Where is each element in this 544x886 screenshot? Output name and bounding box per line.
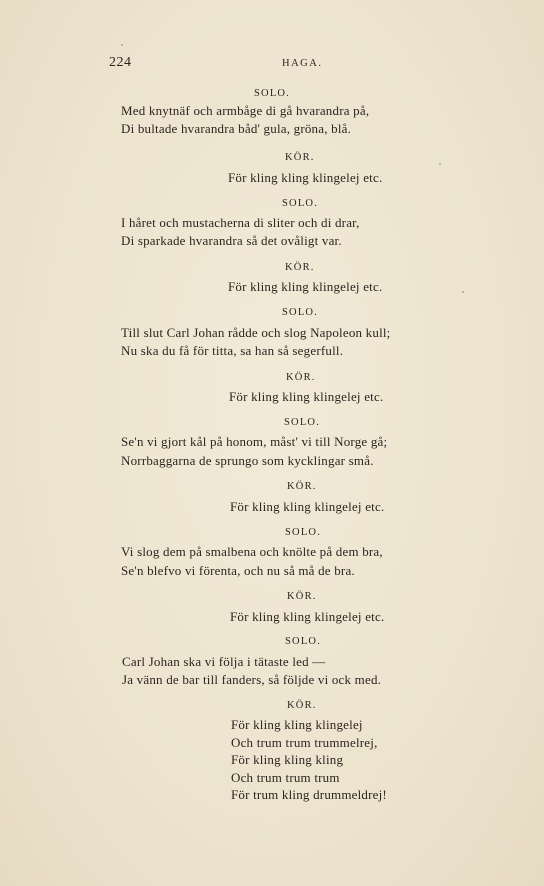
- chorus-line: För kling kling kling: [231, 752, 344, 767]
- chorus-line: För kling kling klingelej etc.: [229, 389, 384, 404]
- verse-line: Ja vänn de bar till fanders, så följde vi ock med.: [122, 672, 382, 687]
- solo-label: SOLO.: [282, 198, 319, 209]
- kor-label: KÖR.: [285, 262, 315, 273]
- running-title: HAGA.: [282, 58, 323, 69]
- chorus-line: För kling kling klingelej etc.: [228, 279, 383, 294]
- kor-label: KÖR.: [286, 372, 316, 383]
- chorus-line: För kling kling klingelej etc.: [230, 609, 385, 624]
- kor-label: KÖR.: [287, 591, 317, 602]
- chorus-line: För kling kling klingelej etc.: [230, 499, 385, 514]
- kor-label: KÖR.: [287, 700, 317, 711]
- verse-line: I håret och mustacherna di sliter och di drar,: [121, 215, 360, 230]
- solo-label: SOLO.: [285, 527, 322, 538]
- verse-line: Till slut Carl Johan rådde och slog Napoleon kull;: [121, 325, 391, 340]
- verse-line: Vi slog dem på smalbena och knölte på dem bra,: [121, 544, 383, 559]
- chorus-line: För kling kling klingelej: [231, 717, 363, 732]
- verse-line: Norrbaggarna de sprungo som kycklingar små.: [121, 453, 374, 468]
- page-number: 224: [109, 55, 132, 70]
- verse-line: Nu ska du få för titta, sa han så segerfull.: [121, 343, 344, 358]
- solo-label: SOLO.: [284, 417, 321, 428]
- verse-line: Di sparkade hvarandra så det ovåligt var.: [121, 233, 342, 248]
- solo-label: SOLO.: [282, 307, 319, 318]
- verse-line: Med knytnäf och armbåge di gå hvarandra på,: [121, 103, 370, 118]
- verse-line: Carl Johan ska vi följa i tätaste led —: [122, 654, 326, 669]
- solo-label: SOLO.: [254, 88, 291, 99]
- chorus-line: Och trum trum trum: [231, 770, 340, 785]
- paper-speck: [439, 163, 441, 165]
- verse-line: Di bultade hvarandra båd' gula, gröna, blå.: [121, 121, 352, 136]
- solo-label: SOLO.: [285, 636, 322, 647]
- paper-speck: [462, 291, 464, 293]
- chorus-line: Och trum trum trummelrej,: [231, 735, 378, 750]
- chorus-line: För trum kling drummeldrej!: [231, 787, 387, 802]
- paper-speck: [121, 44, 123, 46]
- verse-line: Se'n vi gjort kål på honom, måst' vi till Norge gå;: [121, 434, 388, 449]
- kor-label: KÖR.: [287, 481, 317, 492]
- kor-label: KÖR.: [285, 152, 315, 163]
- verse-line: Se'n blefvo vi förenta, och nu så må de bra.: [121, 563, 355, 578]
- chorus-line: För kling kling klingelej etc.: [228, 170, 383, 185]
